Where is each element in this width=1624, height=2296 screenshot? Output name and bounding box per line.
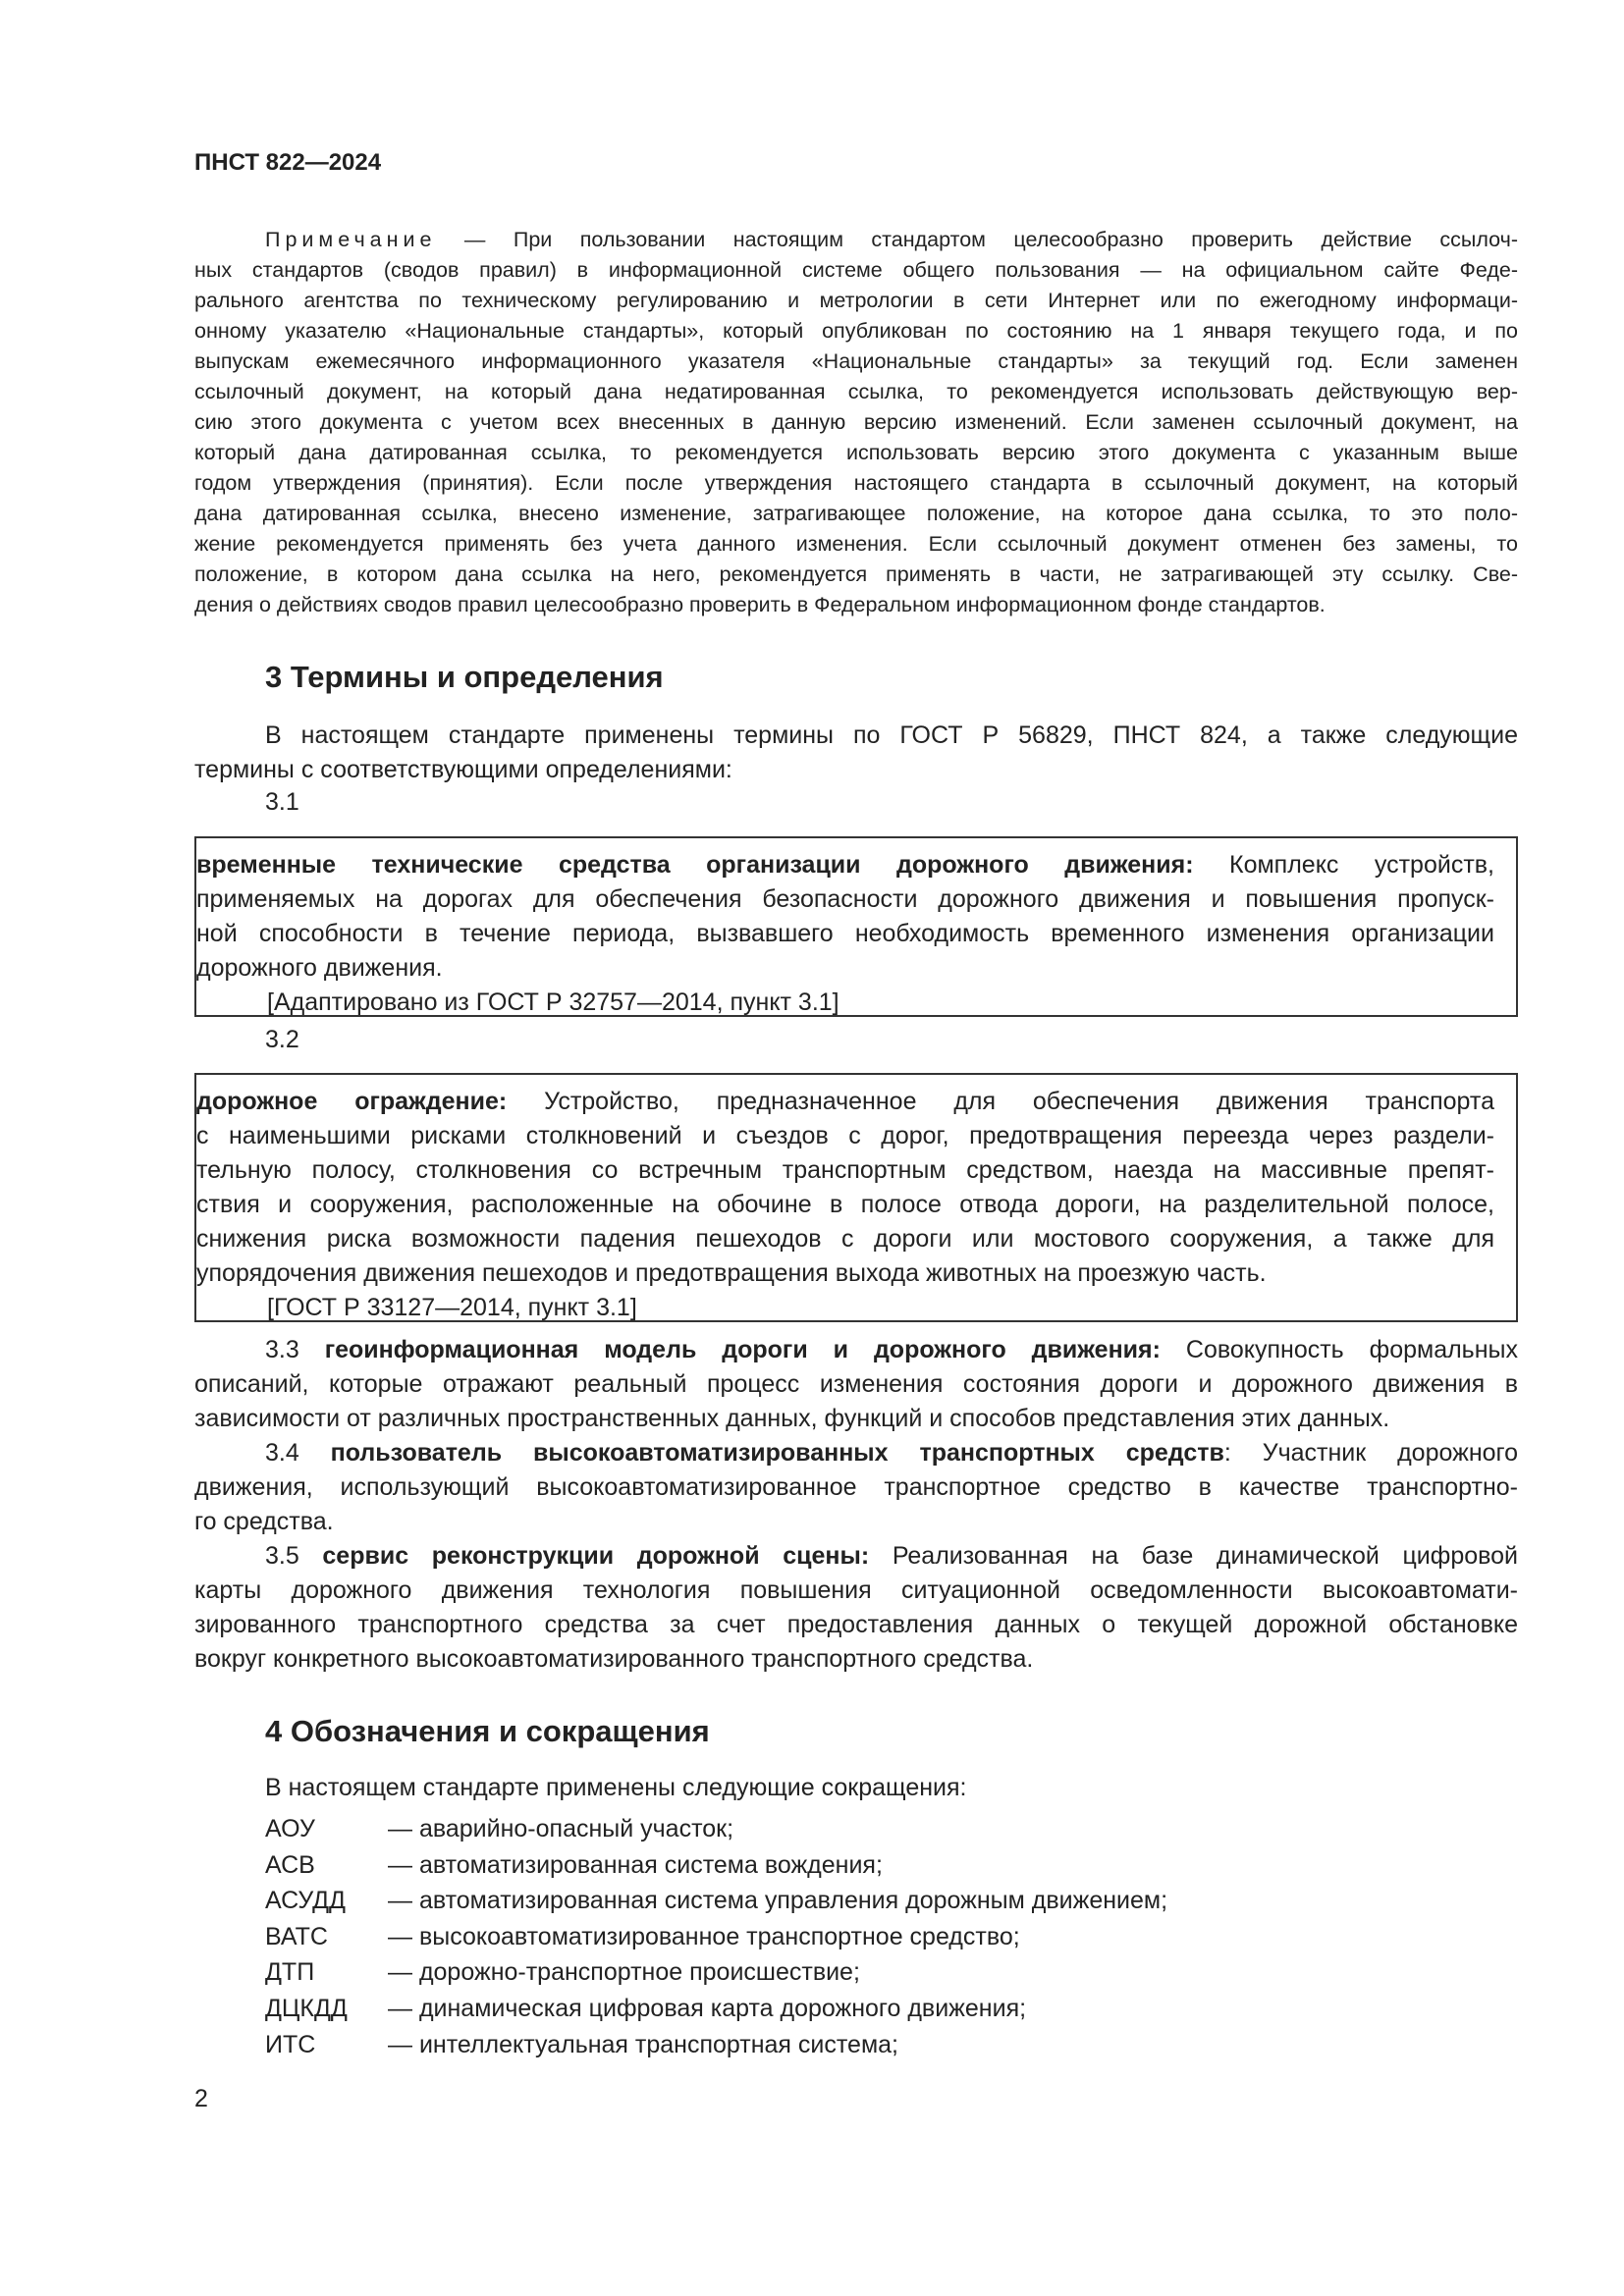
term-number-3-1: 3.1 (265, 788, 299, 816)
abbreviation: АОУ (265, 1815, 315, 1842)
text-line: ствия и сооружения, расположенные на обочине в полосе отвода дороги, на разделительной полосе, (196, 1191, 1494, 1218)
abbreviation: АСВ (265, 1850, 315, 1879)
text-line: 3.5 сервис реконструкции дорожной сцены: Реализованная на базе динамической цифровой (265, 1542, 1518, 1570)
text-line: который дана датированная ссылка, то рекомендуется использовать версию этого документа с указанным выше (194, 441, 1518, 464)
term-number: 3.5 (265, 1542, 323, 1570)
text-line: жение рекомендуется применять без учета данного изменения. Если ссылочный документ отменен без замены, то (194, 532, 1518, 556)
text-line: выпускам ежемесячного информационного указателя «Национальные стандарты» за текущий год. Если заменен (194, 349, 1518, 373)
term-number-3-2: 3.2 (265, 1026, 299, 1053)
text-line: с наименьшими рисками столкновений и съездов с дорог, предотвращения переезда через раздели- (196, 1122, 1494, 1149)
section-3-intro (194, 719, 1518, 787)
term-3-3 (194, 1333, 1518, 1436)
text-line: применяемых на дорогах для обеспечения безопасности дорожного движения и повышения пропуск- (196, 885, 1494, 913)
abbreviation-row (265, 1811, 1589, 1847)
text-line: 3.4 пользователь высокоавтоматизированных транспортных средств: Участник дорожного (265, 1439, 1519, 1467)
abbreviation-row (265, 1883, 1589, 1919)
text-line: ссылочный документ, на который дана недатированная ссылка, то рекомендуется использовать действующую вер- (194, 380, 1518, 403)
text-line: дорожное ограждение: Устройство, предназначенное для обеспечения движения транспорта (196, 1088, 1494, 1115)
text-line: 3.3 геоинформационная модель дороги и дорожного движения: Совокупность формальных (265, 1336, 1518, 1363)
abbreviation-meaning: — аварийно-опасный участок; (388, 1815, 734, 1842)
term-name: временные технические средства организации дорожного движения: (196, 851, 1194, 879)
text-line: го средства. (194, 1508, 334, 1535)
text-line: вокруг конкретного высокоавтоматизированного транспортного средства. (194, 1645, 1034, 1673)
text-line: тельную полосу, столкновения со встречным транспортным средством, наезда на массивные препят- (196, 1156, 1494, 1184)
term-3-4 (194, 1436, 1518, 1539)
section-4-intro: В настоящем стандарте применены следующие сокращения: (265, 1774, 967, 1801)
note-label: Примечание (265, 228, 437, 251)
term-number: 3.4 (265, 1439, 331, 1467)
abbreviation-row (265, 1919, 1589, 1955)
abbreviation: ВАТС (265, 1922, 328, 1950)
term-name: геоинформационная модель дороги и дорожного движения: (324, 1336, 1161, 1363)
text-line: положение, в котором дана ссылка на него, рекомендуется применять в части, не затрагивающей эту ссылку. Све- (194, 562, 1518, 586)
text-line: ной способности в течение периода, вызвавшего необходимость временного изменения организации (196, 920, 1494, 947)
abbreviation: ДЦКДД (265, 1994, 348, 2022)
abbreviation-meaning: — дорожно-транспортное происшествие; (388, 1958, 860, 1987)
term-box-3-1 (194, 836, 1518, 1017)
text-line: описаний, которые отражают реальный процесс изменения состояния дороги и дорожного движения в (194, 1370, 1518, 1398)
term-name: сервис реконструкции дорожной сцены: (322, 1542, 870, 1570)
abbreviation-meaning: — высокоавтоматизированное транспортное средство; (388, 1922, 1020, 1950)
page-number: 2 (194, 2085, 208, 2112)
term-number: 3.3 (265, 1336, 325, 1363)
text-line: В настоящем стандарте применены термины по ГОСТ Р 56829, ПНСТ 824, а также следующие (265, 721, 1518, 749)
text-line: дорожного движения. (196, 954, 443, 982)
text-line: ных стандартов (сводов правил) в информационной системе общего пользования — на официальном сайте Феде- (194, 258, 1518, 282)
term-name: пользователь высокоавтоматизированных транспортных средств (330, 1439, 1224, 1467)
text-line: упорядочения движения пешеходов и предотвращения выхода животных на проезжую часть. (196, 1259, 1267, 1287)
abbreviation-meaning: — автоматизированная система управления дорожным движением; (388, 1887, 1168, 1915)
text-line: онному указателю «Национальные стандарты», который опубликован по состоянию на 1 января текущего года, и по (194, 319, 1518, 343)
text-line: годом утверждения (принятия). Если после утверждения настоящего стандарта в ссылочный документ, на который (194, 471, 1518, 495)
abbreviation-list (265, 1811, 1589, 2062)
term-source: [ГОСТ Р 33127—2014, пункт 3.1] (267, 1294, 637, 1321)
abbreviation-row (265, 2027, 1589, 2063)
text-line: термины с соответствующими определениями: (194, 756, 732, 783)
term-source: [Адаптировано из ГОСТ Р 32757—2014, пункт 3.1] (267, 988, 839, 1016)
text-line: движения, использующий высокоавтоматизированное транспортное средство в качестве транспортно- (194, 1473, 1518, 1501)
abbreviation: ДТП (265, 1958, 315, 1987)
text-line: дана датированная ссылка, внесено изменение, затрагивающее положение, на которое дана ссылка, то это поло- (194, 502, 1518, 525)
abbreviation: ИТС (265, 2030, 316, 2058)
abbreviation-row (265, 1847, 1589, 1884)
abbreviation-row (265, 1954, 1589, 1991)
abbreviation-meaning: — автоматизированная система вождения; (388, 1850, 883, 1879)
abbreviation-meaning: — интеллектуальная транспортная система; (388, 2030, 898, 2058)
text-line: рального агентства по техническому регулированию и метрологии в сети Интернет или по ежегодному информаци- (194, 289, 1518, 312)
term-3-5 (194, 1539, 1518, 1677)
text-line: временные технические средства организации дорожного движения: Комплекс устройств, (196, 851, 1494, 879)
section-4-heading: 4 Обозначения и сокращения (265, 1714, 710, 1748)
text-line: Примечание — При пользовании настоящим стандартом целесообразно проверить действие ссылоч- (265, 228, 1518, 251)
term-list (194, 1333, 1518, 1677)
section-3-heading: 3 Термины и определения (265, 660, 664, 694)
text-line: зированного транспортного средства за счет предоставления данных о текущей дорожной обстановке (194, 1611, 1518, 1638)
abbreviation: АСУДД (265, 1887, 346, 1915)
document-header: ПНСТ 822—2024 (194, 149, 382, 176)
abbreviation-meaning: — динамическая цифровая карта дорожного движения; (388, 1994, 1027, 2022)
text-line: зависимости от различных пространственных данных, функций и способов представления этих данных. (194, 1405, 1390, 1432)
abbreviation-row (265, 1991, 1589, 2027)
note-paragraph (194, 225, 1518, 620)
text-line: дения о действиях сводов правил целесообразно проверить в Федеральном информационном фонде стандартов. (194, 593, 1326, 616)
term-name: дорожное ограждение: (196, 1088, 508, 1115)
text-line: сию этого документа с учетом всех внесенных в данную версию изменений. Если заменен ссылочный документ, на (194, 410, 1518, 434)
term-box-3-2 (194, 1073, 1518, 1322)
text-line: карты дорожного движения технология повышения ситуационной осведомленности высокоавтомати- (194, 1576, 1518, 1604)
text-line: снижения риска возможности падения пешеходов с дороги или мостового сооружения, а также для (196, 1225, 1494, 1253)
